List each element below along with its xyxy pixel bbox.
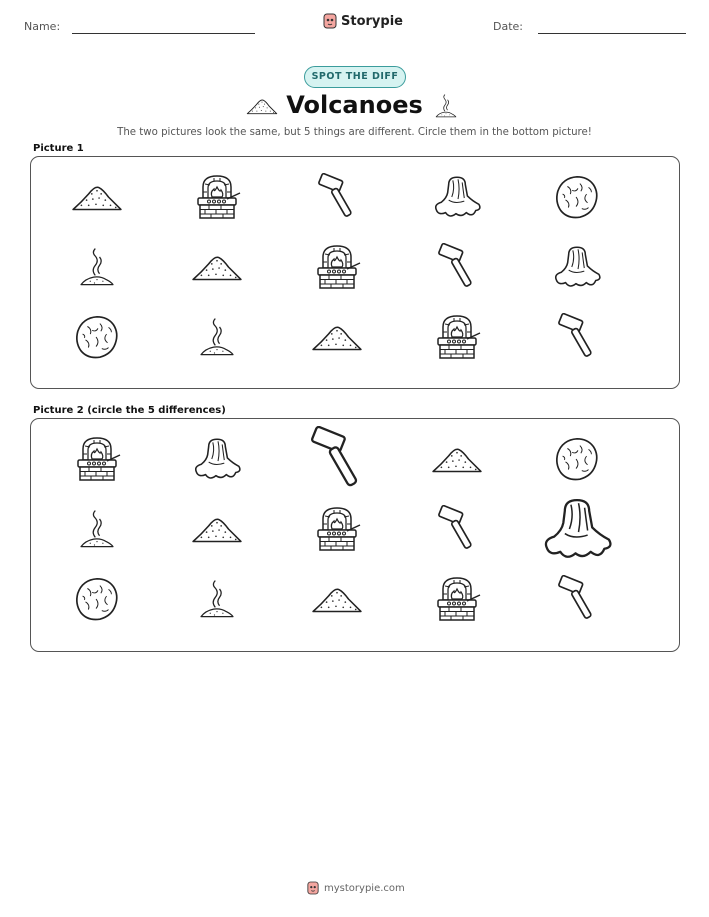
sand-pile-icon[interactable] [191, 513, 243, 545]
steam-vent-icon[interactable] [196, 578, 238, 620]
steam-vent-icon [433, 92, 459, 120]
hammer-icon [553, 313, 601, 361]
storypie-mascot-icon [307, 881, 319, 895]
steam-vent-icon[interactable] [76, 508, 118, 550]
hammer-large-icon[interactable] [304, 426, 370, 492]
lava-flow-icon[interactable] [191, 433, 243, 485]
picture1-label: Picture 1 [33, 143, 84, 154]
hammer-icon[interactable] [433, 505, 481, 553]
rock-icon[interactable] [73, 575, 121, 623]
footer-site: mystorypie.com [324, 882, 405, 894]
name-line[interactable] [72, 33, 255, 34]
lava-flow-large-icon[interactable] [539, 491, 615, 567]
picture2-label: Picture 2 (circle the 5 differences) [33, 405, 226, 416]
steam-vent-icon [76, 246, 118, 288]
rock-icon[interactable] [553, 435, 601, 483]
sand-pile-icon [311, 321, 363, 353]
date-label: Date: [493, 20, 523, 33]
lava-flow-icon [431, 171, 483, 223]
page-title: Volcanoes [286, 91, 423, 119]
sand-pile-icon[interactable] [311, 583, 363, 615]
picture2-panel[interactable] [30, 418, 680, 652]
spot-the-diff-badge: SPOT THE DIFF [304, 66, 406, 88]
storypie-mascot-icon [323, 13, 337, 29]
rock-icon [553, 173, 601, 221]
hammer-icon [313, 173, 361, 221]
forge-icon[interactable] [432, 574, 482, 624]
forge-icon [432, 312, 482, 362]
hammer-icon [433, 243, 481, 291]
rock-icon [73, 313, 121, 361]
footer [307, 881, 405, 895]
forge-icon [192, 172, 242, 222]
sand-pile-icon [71, 181, 123, 213]
steam-vent-icon [196, 316, 238, 358]
instructions: The two pictures look the same, but 5 things are different. Circle them in the bottom picture! [117, 127, 592, 138]
storypie-logo [323, 13, 403, 29]
sand-pile-icon[interactable] [431, 443, 483, 475]
forge-icon[interactable] [312, 504, 362, 554]
forge-icon[interactable] [72, 434, 122, 484]
sand-pile-icon [191, 251, 243, 283]
forge-icon [312, 242, 362, 292]
picture1-panel [30, 156, 680, 389]
date-line[interactable] [538, 33, 686, 34]
lava-flow-icon [551, 241, 603, 293]
name-label: Name: [24, 20, 61, 33]
brand-name: Storypie [341, 13, 403, 29]
hammer-icon[interactable] [553, 575, 601, 623]
